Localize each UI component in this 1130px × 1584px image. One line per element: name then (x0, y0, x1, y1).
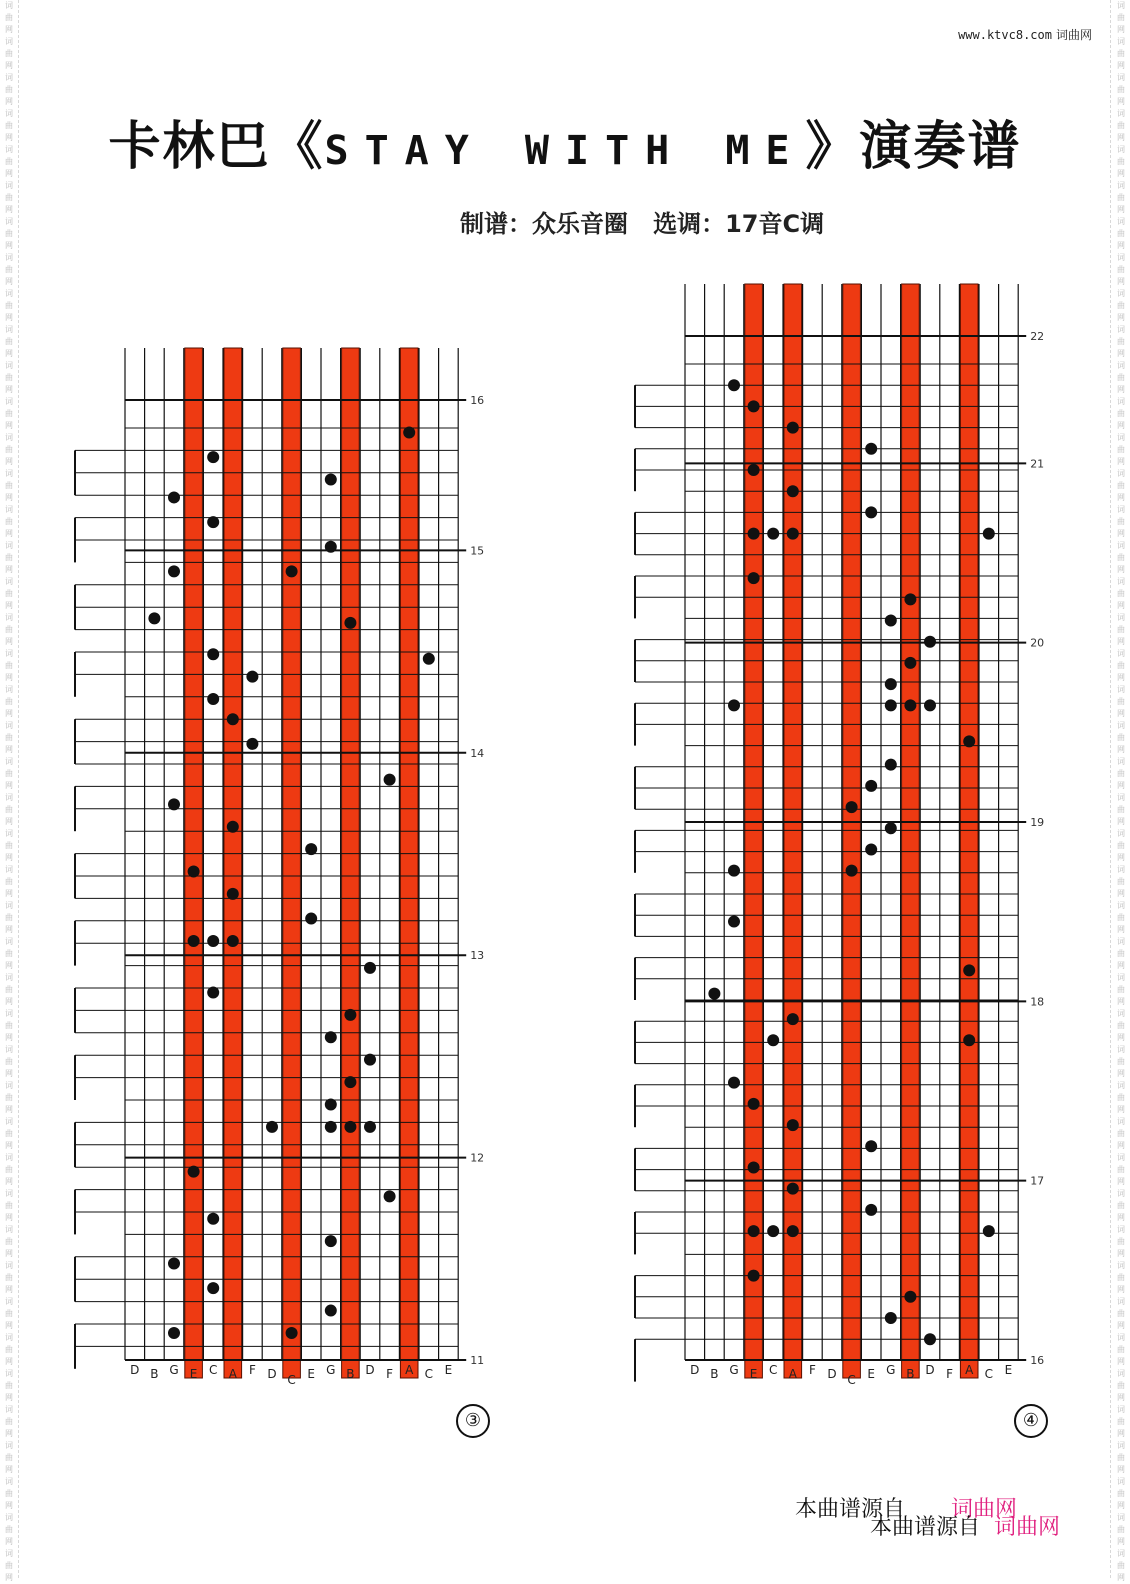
note-dot (188, 866, 200, 878)
tine-label: D (827, 1367, 837, 1381)
tine-label: E (1004, 1363, 1013, 1377)
note-dot (227, 888, 239, 900)
note-dot (748, 464, 760, 476)
note-dot (904, 699, 916, 711)
measure-label: 21 (1030, 457, 1045, 471)
measure-label: 13 (470, 949, 485, 963)
measure-label: 18 (1030, 995, 1045, 1009)
note-dot (207, 648, 219, 660)
page-number-3: ③ (456, 1404, 490, 1438)
note-dot (728, 916, 740, 928)
note-dot (885, 822, 897, 834)
tine-label: F (386, 1367, 394, 1381)
note-dot (885, 615, 897, 627)
note-dot (286, 565, 298, 577)
note-dot (344, 1121, 356, 1133)
note-dot (748, 572, 760, 584)
note-dot (188, 935, 200, 947)
highlighted-tine (902, 284, 920, 1378)
site-url-text: www.ktvc8.com (958, 28, 1052, 42)
footer-source-prefix: 本曲谱源自 (870, 1515, 981, 1540)
note-dot (748, 1098, 760, 1110)
note-dot (384, 1190, 396, 1202)
note-dot (325, 1121, 337, 1133)
note-dot (168, 798, 180, 810)
tine-label: E (189, 1367, 198, 1381)
note-dot (207, 935, 219, 947)
note-dot (904, 1291, 916, 1303)
note-dot (246, 738, 258, 750)
note-dot (708, 988, 720, 1000)
tine-label: D (365, 1363, 375, 1377)
note-dot (748, 528, 760, 540)
tine-label: B (906, 1367, 915, 1381)
note-dot (787, 422, 799, 434)
tine-label: C (984, 1367, 993, 1381)
measure-label: 12 (470, 1151, 485, 1165)
note-dot (983, 1225, 995, 1237)
note-dot (748, 400, 760, 412)
note-dot (787, 1183, 799, 1195)
tine-label: B (346, 1367, 355, 1381)
highlighted-tine (283, 348, 301, 1378)
measure-label: 22 (1030, 330, 1045, 343)
tine-label: D (925, 1363, 935, 1377)
note-dot (325, 1098, 337, 1110)
footer-source-site[interactable]: 词曲网 (994, 1515, 1061, 1540)
tine-label: E (867, 1367, 875, 1381)
kalimba-tab-page-3 (70, 340, 510, 1400)
tine-label: C (769, 1363, 778, 1377)
measure-label: 14 (470, 746, 485, 760)
tine-label: B (710, 1367, 719, 1381)
note-dot (168, 491, 180, 503)
note-dot (865, 843, 877, 855)
note-dot (924, 699, 936, 711)
tine-label: F (946, 1367, 954, 1381)
measure-label: 20 (1030, 636, 1045, 650)
title-suffix: 》演奏谱 (805, 117, 1022, 177)
tine-label: D (690, 1363, 700, 1377)
note-dot (344, 1009, 356, 1021)
note-dot (344, 617, 356, 629)
note-dot (963, 1034, 975, 1046)
note-dot (924, 1333, 936, 1345)
footer-ghost-prefix: 本曲谱源自 (795, 1497, 906, 1522)
highlighted-tine (843, 284, 861, 1378)
tine-label: A (405, 1363, 414, 1377)
note-dot (227, 821, 239, 833)
note-dot (325, 1031, 337, 1043)
note-dot (207, 516, 219, 528)
tine-label: D (267, 1367, 277, 1381)
note-dot (728, 865, 740, 877)
kalimba-tab-page-4 (630, 280, 1070, 1400)
highlighted-tine (745, 284, 763, 1378)
note-dot (148, 612, 160, 624)
measure-label: 17 (1030, 1174, 1045, 1188)
note-dot (207, 1282, 219, 1294)
note-dot (168, 1327, 180, 1339)
note-dot (286, 1327, 298, 1339)
note-dot (207, 986, 219, 998)
tine-label: G (326, 1363, 336, 1377)
tine-label: G (886, 1363, 896, 1377)
note-dot (767, 1225, 779, 1237)
measure-label: 19 (1030, 816, 1045, 829)
page-number-4: ④ (1014, 1404, 1048, 1438)
note-dot (885, 759, 897, 771)
title-prefix: 卡林巴《 (108, 117, 325, 177)
note-dot (748, 1161, 760, 1173)
tine-label: F (248, 1363, 256, 1377)
tine-label: D (130, 1363, 140, 1377)
left-watermark-strip: 词曲网词曲网词曲网词曲网词曲网词曲网词曲网词曲网词曲网词曲网词曲网词曲网词曲网词曲网词曲网词曲网词曲网词曲网词曲网词曲网词曲网词曲网词曲网词曲网词曲网词曲网词曲网词曲网词曲网词曲网词曲网词曲网词曲网词曲网词曲网词曲网词曲网词曲网词曲网词曲网词曲网词曲网词曲网词曲网 (5, 1, 13, 1582)
note-dot (325, 541, 337, 553)
right-watermark-strip: 词曲网词曲网词曲网词曲网词曲网词曲网词曲网词曲网词曲网词曲网词曲网词曲网词曲网词曲网词曲网词曲网词曲网词曲网词曲网词曲网词曲网词曲网词曲网词曲网词曲网词曲网词曲网词曲网词曲网词曲网词曲网词曲网词曲网词曲网词曲网词曲网词曲网词曲网词曲网词曲网词曲网词曲网词曲网词曲网 (1117, 1, 1125, 1582)
measure-label: 16 (470, 394, 485, 407)
note-dot (904, 657, 916, 669)
measure-label: 11 (470, 1354, 485, 1367)
tine-label: A (965, 1363, 974, 1377)
note-dot (963, 735, 975, 747)
note-dot (748, 1225, 760, 1237)
highlighted-tine (400, 348, 418, 1378)
footer-source-ghost (795, 1492, 1018, 1522)
tine-label: C (424, 1367, 433, 1381)
tine-label: F (808, 1363, 816, 1377)
note-dot (787, 1013, 799, 1025)
note-dot (787, 1119, 799, 1131)
note-dot (924, 636, 936, 648)
note-dot (305, 843, 317, 855)
note-dot (168, 565, 180, 577)
tine-label: A (228, 1367, 237, 1381)
note-dot (865, 1140, 877, 1152)
note-dot (865, 1204, 877, 1216)
note-dot (865, 443, 877, 455)
tine-label: A (788, 1367, 797, 1381)
note-dot (168, 1258, 180, 1270)
note-dot (227, 713, 239, 725)
note-dot (728, 1077, 740, 1089)
note-dot (767, 528, 779, 540)
note-dot (885, 678, 897, 690)
note-dot (904, 593, 916, 605)
tine-label: E (307, 1367, 315, 1381)
tine-label: C (287, 1373, 296, 1387)
note-dot (364, 1121, 376, 1133)
note-dot (885, 1312, 897, 1324)
note-dot (787, 528, 799, 540)
tine-label: G (169, 1363, 179, 1377)
note-dot (246, 671, 258, 683)
footer-source[interactable] (870, 1510, 1060, 1541)
highlighted-tine (784, 284, 802, 1378)
note-dot (305, 913, 317, 925)
note-dot (384, 774, 396, 786)
note-dot (364, 962, 376, 974)
note-dot (344, 1076, 356, 1088)
arranger-key-subtitle: 制谱：众乐音圈 选调：17音C调 (460, 210, 825, 238)
title-song: STAY WITH ME (324, 128, 806, 174)
note-dot (207, 1213, 219, 1225)
measure-label: 15 (470, 544, 485, 558)
measure-label: 16 (1030, 1354, 1045, 1367)
highlighted-tine (224, 348, 242, 1378)
note-dot (787, 485, 799, 497)
tine-label: C (209, 1363, 218, 1377)
note-dot (325, 474, 337, 486)
note-dot (787, 1225, 799, 1237)
left-dashed-border (18, 0, 19, 1578)
note-dot (364, 1054, 376, 1066)
note-dot (325, 1235, 337, 1247)
note-dot (748, 1270, 760, 1282)
note-dot (846, 801, 858, 813)
note-dot (403, 426, 415, 438)
highlighted-tine (185, 348, 203, 1378)
note-dot (865, 506, 877, 518)
note-dot (188, 1166, 200, 1178)
right-dashed-border (1110, 0, 1111, 1578)
note-dot (227, 935, 239, 947)
note-dot (846, 865, 858, 877)
note-dot (865, 780, 877, 792)
note-dot (963, 964, 975, 976)
note-dot (207, 693, 219, 705)
note-dot (885, 699, 897, 711)
note-dot (207, 451, 219, 463)
note-dot (266, 1121, 278, 1133)
note-dot (423, 653, 435, 665)
footer-ghost-site: 词曲网 (951, 1497, 1018, 1522)
note-dot (728, 699, 740, 711)
tine-label: G (729, 1363, 739, 1377)
tine-label: E (444, 1363, 453, 1377)
tine-label: B (150, 1367, 159, 1381)
note-dot (983, 528, 995, 540)
note-dot (767, 1034, 779, 1046)
site-url[interactable] (958, 26, 1092, 43)
site-name: 词曲网 (1055, 28, 1092, 42)
page-title (0, 104, 1130, 179)
note-dot (728, 379, 740, 391)
note-dot (325, 1305, 337, 1317)
highlighted-tine (342, 348, 360, 1378)
tine-label: C (847, 1373, 856, 1387)
tine-label: E (749, 1367, 758, 1381)
highlighted-tine (960, 284, 978, 1378)
